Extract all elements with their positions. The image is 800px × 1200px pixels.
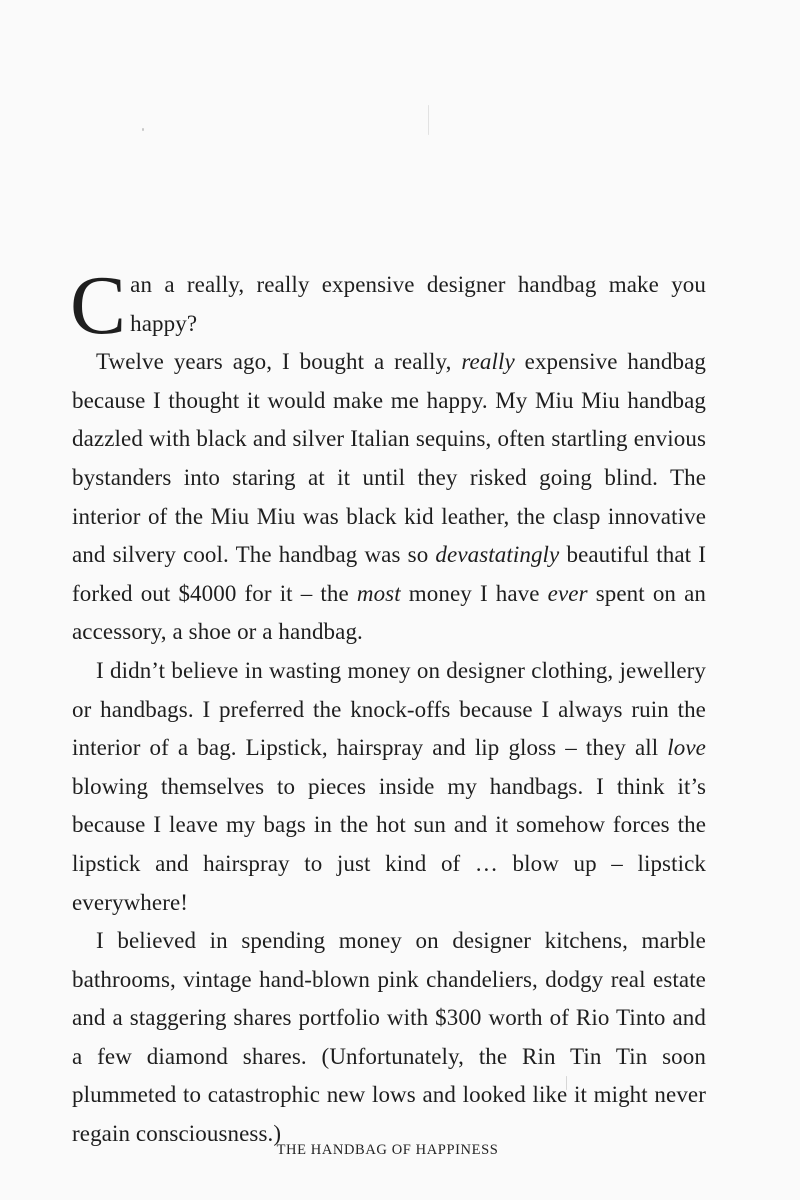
emphasis: devastatingly <box>435 542 560 568</box>
scan-speck <box>428 105 429 135</box>
paragraph-3 <box>72 652 706 922</box>
text-run: I didn’t believe in wasting money on designer clothing, jewellery or handbags. I preferred the knock-offs because I always ruin the interior of a bag. Lipstick, hairspray and lip gloss – they all <box>72 657 706 761</box>
drop-cap: C <box>70 259 127 352</box>
emphasis: really <box>461 349 515 375</box>
scan-speck <box>142 128 144 131</box>
paragraph-1 <box>70 259 706 352</box>
emphasis: love <box>667 735 706 761</box>
paragraph-4: I believed in spending money on designer kitchens, marble bathrooms, vintage hand-blown pink chandeliers, dodgy real estate and a staggering shares portfolio with $300 worth of Rio Tinto and a few diamond shares. (Unfortunately, the Rin Tin Tin soon plummeted to catastrophic new lows and looked like it might never regain consciousness.) <box>72 928 706 1147</box>
text-run: money I have <box>400 580 548 606</box>
text-run: expensive handbag because I thought it would make me happy. My Miu Miu handbag dazzled with black and silver Italian sequins, often startling envious bystanders into staring at it until they risked going blind. The interior of the Miu Miu was black kid leather, the clasp innovative and silvery cool. The handbag was so <box>72 349 707 568</box>
emphasis: ever <box>547 580 588 606</box>
emphasis: most <box>356 580 401 606</box>
text-run: spent on an accessory, a shoe or a handbag. <box>72 580 706 645</box>
text-run: blowing themselves to pieces inside my handbags. I think it’s because I leave my bags in the hot sun and it somehow forces the lipstick and hairspray to just kind of … blow up – lipstick everywhere! <box>72 773 706 915</box>
paragraph-1-text: an a really, really expensive designer handbag make you happy? <box>130 272 706 336</box>
text-run: Twelve years ago, I bought a really, <box>96 349 462 375</box>
running-footer: THE HANDBAG OF HAPPINESS <box>276 1142 499 1158</box>
paragraph-2 <box>72 343 706 652</box>
text-run: beautiful that I forked out $4000 for it – the <box>72 542 706 606</box>
body-text <box>70 259 707 1154</box>
